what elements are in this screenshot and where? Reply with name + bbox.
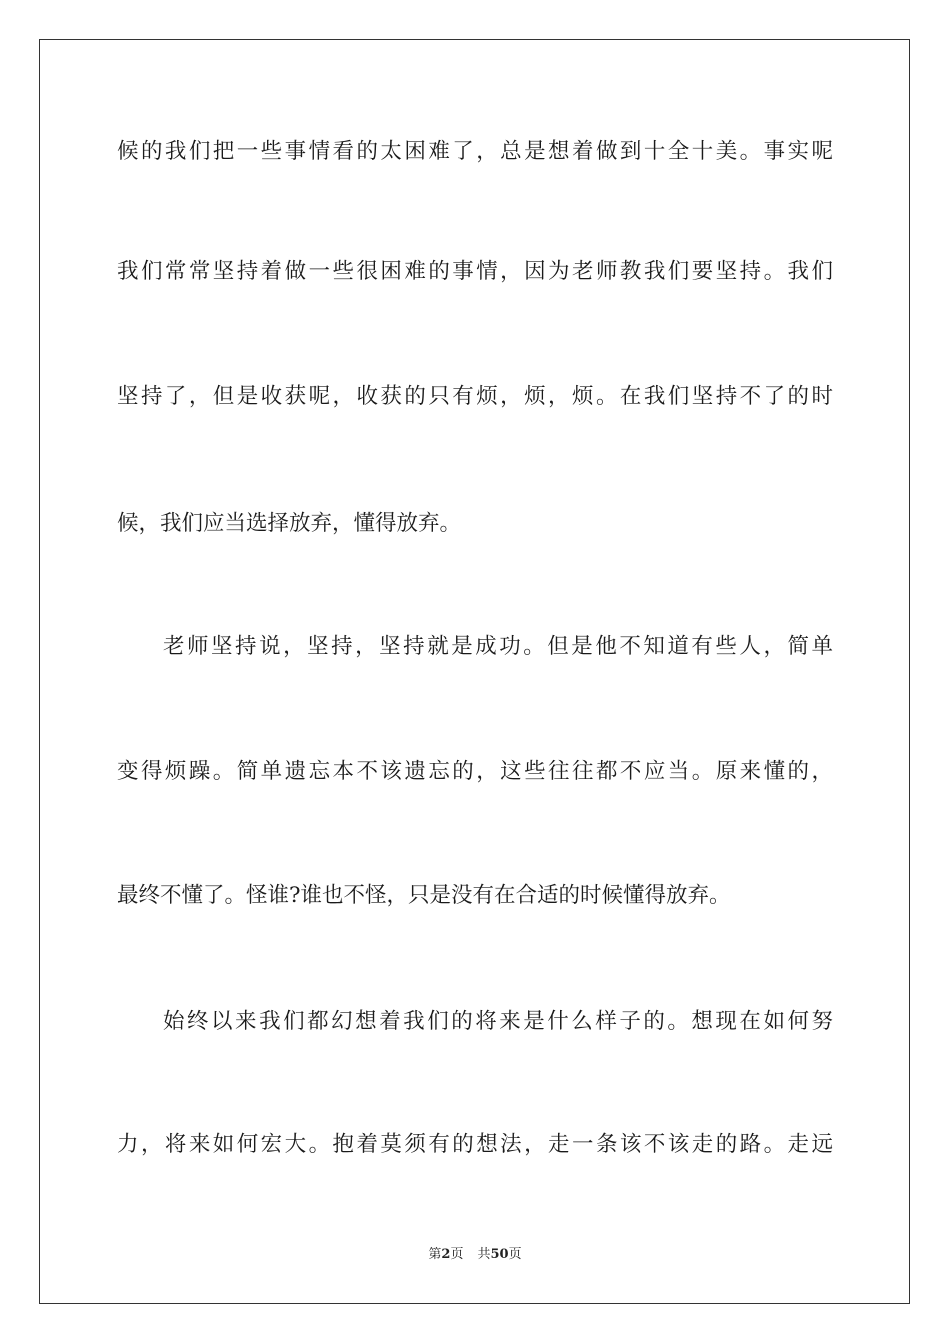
text-line-1: 候的我们把一些事情看的太困难了，总是想着做到十全十美。事实呢: [117, 139, 833, 164]
total-suffix: 页: [508, 1247, 522, 1262]
text-line-8: 始终以来我们都幻想着我们的将来是什么样子的。想现在如何努: [163, 1009, 833, 1034]
text-line-7: 最终不懂了。怪谁?谁也不怪，只是没有在合适的时候懂得放弃。: [117, 883, 731, 908]
page-prefix: 第: [428, 1247, 442, 1262]
page-border: [39, 39, 910, 1304]
page-footer: [0, 1246, 950, 1264]
total-pages: 50: [490, 1247, 509, 1262]
text-line-2: 我们常常坚持着做一些很困难的事情，因为老师教我们要坚持。我们: [117, 259, 833, 284]
text-line-6: 变得烦躁。简单遗忘本不该遗忘的，这些往往都不应当。原来懂的，: [117, 759, 833, 784]
page-number: 2: [441, 1247, 451, 1262]
page-suffix: 页: [450, 1247, 464, 1262]
text-line-4: 候，我们应当选择放弃，懂得放弃。: [117, 511, 462, 536]
text-line-5: 老师坚持说，坚持，坚持就是成功。但是他不知道有些人，简单: [163, 634, 833, 659]
text-line-9: 力，将来如何宏大。抱着莫须有的想法，走一条该不该走的路。走远: [117, 1132, 833, 1157]
total-prefix: 共: [477, 1247, 491, 1262]
text-line-3: 坚持了，但是收获呢，收获的只有烦，烦，烦。在我们坚持不了的时: [117, 384, 833, 409]
